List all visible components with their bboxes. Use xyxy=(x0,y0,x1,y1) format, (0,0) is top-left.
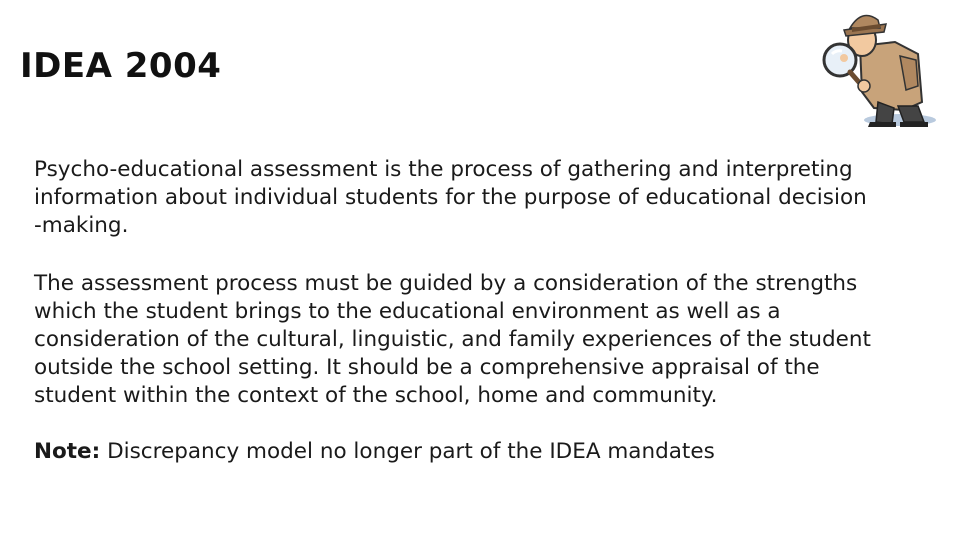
note xyxy=(34,438,934,466)
detective-with-magnifying-glass-icon xyxy=(800,6,940,130)
slide-title: IDEA 2004 xyxy=(20,46,222,86)
note-text: Discrepancy model no longer part of the IDEA mandates xyxy=(100,439,715,464)
note-label: Note: xyxy=(34,439,101,464)
slide-body xyxy=(34,156,934,466)
paragraph-definition: Psycho-educational assessment is the process of gathering and interpreting information about individual students for the purpose of educational decision -making. xyxy=(34,157,867,238)
paragraph-assessment-process: The assessment process must be guided by a consideration of the strengths which the student brings to the educational environment as well as a consideration of the cultural, linguistic, and family experiences of the student outside the school setting. It should be a comprehensive appraisal of the student within the context of the school, home and community. xyxy=(34,271,871,408)
